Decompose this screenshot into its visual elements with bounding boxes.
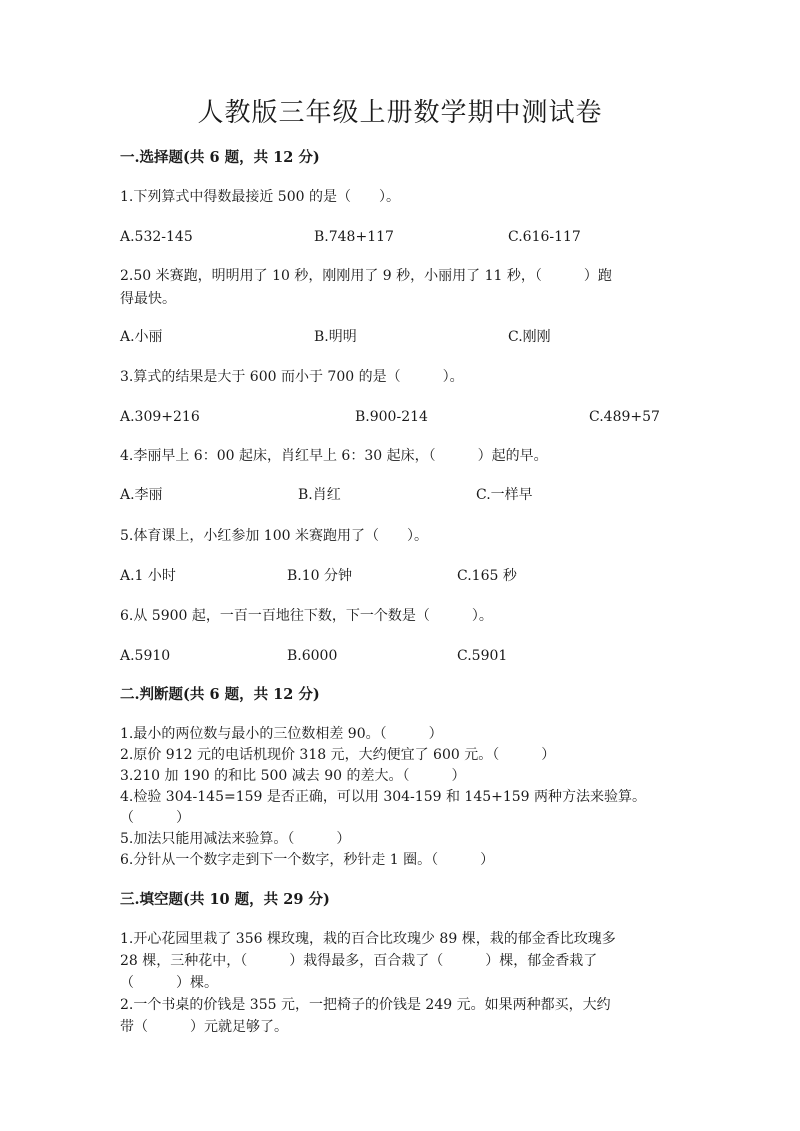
question-1: 1.下列算式中得数最接近 500 的是（ ）。 [120, 189, 400, 205]
option-c: C.一样早 [476, 487, 533, 503]
question-5: 5.体育课上，小红参加 100 米赛跑用了（ ）。 [120, 528, 428, 544]
section-heading-judgement: 二.判断题(共 6 题，共 12 分) [120, 686, 320, 703]
option-a: A.1 小时 [120, 568, 176, 584]
fill-q1-line-2: 28 棵，三种花中，（ ）栽得最多，百合栽了（ ）棵，郁金香栽了 [120, 953, 598, 969]
option-c: C.489+57 [589, 409, 660, 425]
option-a: A.309+216 [120, 409, 200, 425]
fill-q1-line-1: 1.开心花园里栽了 356 棵玫瑰，栽的百合比玫瑰少 89 棵，栽的郁金香比玫瑰多 [120, 931, 616, 947]
option-a: A.5910 [120, 648, 171, 664]
option-b: B.明明 [314, 329, 357, 345]
option-b: B.10 分钟 [287, 568, 353, 584]
option-a: A.李丽 [120, 487, 163, 503]
judgement-item-4-bracket: （ ） [120, 810, 190, 826]
section-heading-choice: 一.选择题(共 6 题，共 12 分) [120, 149, 320, 166]
option-b: B.肖红 [298, 487, 341, 503]
judgement-item-2: 2.原价 912 元的电话机现价 318 元，大约便宜了 600 元。（ ） [120, 747, 556, 763]
judgement-item-3: 3.210 加 190 的和比 500 减去 90 的差大。（ ） [120, 768, 466, 784]
question-6: 6.从 5900 起，一百一百地往下数，下一个数是（ ）。 [120, 608, 493, 624]
page-title: 人教版三年级上册数学期中测试卷 [197, 98, 603, 128]
section-heading-fill-blank: 三.填空题(共 10 题，共 29 分) [120, 891, 330, 908]
option-b: B.6000 [287, 648, 338, 664]
option-a: A.532-145 [120, 229, 193, 245]
option-a: A.小丽 [120, 329, 163, 345]
question-2-line-1: 2.50 米赛跑，明明用了 10 秒，刚刚用了 9 秒，小丽用了 11 秒，（ ）跑 [120, 268, 612, 284]
option-b: B.900-214 [355, 409, 428, 425]
judgement-item-4: 4.检验 304-145=159 是否正确，可以用 304-159 和 145+159 两种方法来验算。 [120, 789, 647, 805]
fill-q2-line-1: 2.一个书桌的价钱是 355 元，一把椅子的价钱是 249 元。如果两种都买，大约 [120, 997, 611, 1013]
judgement-item-5: 5.加法只能用减法来验算。（ ） [120, 831, 351, 847]
option-c: C.5901 [457, 648, 508, 664]
question-2-line-2: 得最快。 [120, 291, 176, 307]
question-4: 4.李丽早上 6：00 起床，肖红早上 6：30 起床，（ ）起的早。 [120, 448, 548, 464]
question-3: 3.算式的结果是大于 600 而小于 700 的是（ ）。 [120, 369, 464, 385]
fill-q2-line-2: 带（ ）元就足够了。 [120, 1019, 288, 1035]
option-b: B.748+117 [314, 229, 394, 245]
option-c: C.616-117 [508, 229, 581, 245]
judgement-item-1: 1.最小的两位数与最小的三位数相差 90。（ ） [120, 726, 443, 742]
fill-q1-line-3: （ ）棵。 [120, 975, 218, 991]
option-c: C.165 秒 [457, 568, 517, 584]
judgement-item-6: 6.分针从一个数字走到下一个数字，秒针走 1 圈。（ ） [120, 852, 495, 868]
option-c: C.刚刚 [508, 329, 551, 345]
